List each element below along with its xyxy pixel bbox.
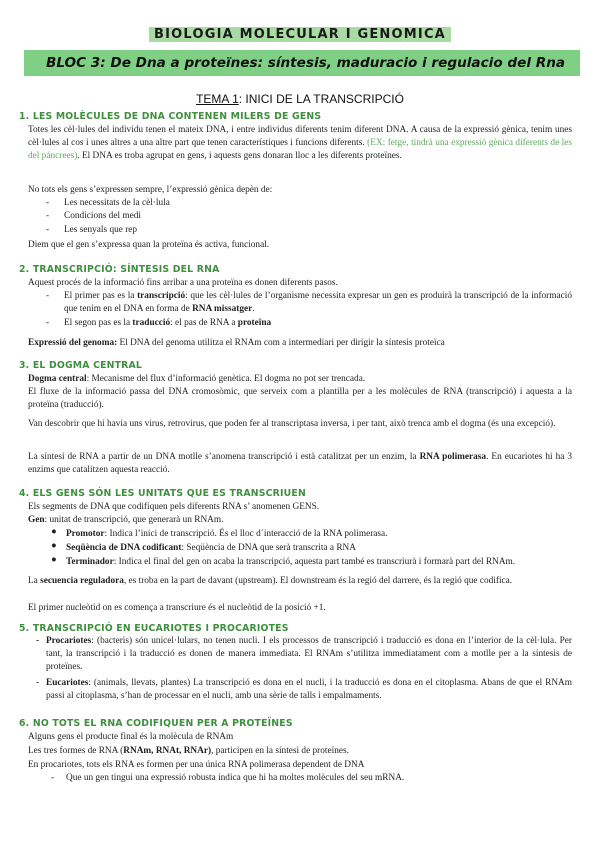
dash-bullet: - xyxy=(36,678,40,688)
tema-title: TEMA 1: INICI DE LA TRANSCRIPCIÓ xyxy=(196,92,404,106)
dash-bullet: - xyxy=(36,636,40,646)
section-3-paragraph-3: Van descobrir que hi havia uns virus, retrovirus, que poden fer al transcriptasa inversa, i per tant, això trenca amb el dogma (és una excepció). xyxy=(28,419,556,429)
section-2-bullet-2: El segon pas es la traducció: el pas de RNA a proteïna xyxy=(64,318,272,328)
section-6-paragraph-3: En procariotes, tots els RNA es formen per una única RNA polimerasa dependent de DNA xyxy=(28,760,365,770)
gene-part-terminador: Terminador: Indica el final del gen on acaba la transcripció, aquesta part també es transcriurà i formarà part del RNAm. xyxy=(66,557,516,567)
section-3-heading: 3. EL DOGMA CENTRAL xyxy=(19,360,143,371)
document-title: BIOLOGIA MOLECULAR I GENOMICA xyxy=(0,27,600,42)
dot-bullet: ● xyxy=(51,555,57,565)
gene-part-promotor: Promotor: Indica l’inici de transcripció. És el lloc d´interacció de la RNA polimerasa. xyxy=(66,529,388,539)
section-2-bullet-1: El primer pas es la transcripció: que les cèl·lules de l’organisme necessita expresar un gen es produirà la transcripció de la informació que tenim en el DNA en forma de RNA missatger. xyxy=(64,291,572,315)
section-6-bullet-1: Que un gen tingui una expressió robusta indica que hi ha moltes molècules del seu mRNA. xyxy=(66,773,405,783)
list-item: Les senyals que rep xyxy=(64,225,138,235)
section-4-paragraph-3: La secuencia reguladora, es troba en la part de davant (upstream). El downstream és la regió del darrere, és la regió que codifica. xyxy=(28,576,513,586)
list-item: Les necessitats de la cèl·lula xyxy=(64,198,170,208)
section-4-paragraph-2: Gen: unitat de transcripció, que generarà un RNAm. xyxy=(28,515,224,525)
section-4-paragraph-1: Els segments de DNA que codifiquen pels diferents RNA s’ anomenen GENS. xyxy=(28,502,320,512)
section-5-procariotes: Procariotes: (bacteris) són unicel·lulars, no tenen nucli. I els processos de transcripció i traducció es dona en l’interior de la cèl·lula. Per tant, la transcripció i la traducció es donen de manera immediata. El RNAm s’utilitza immediatament com a motlle per a la síntesis de proteïnes. xyxy=(46,636,572,673)
section-4-paragraph-4: El primer nucleòtid on es comença a transcriure és el nucleòtid de la posició +1. xyxy=(28,603,326,613)
section-3-paragraph-4: La síntesi de RNA a partir de un DNA motlle s’anomena transcripció i està catalitzat per un enzim, la RNA polimerasa. En eucariotes hi ha 3 enzims que catalitzen aquesta reacció. xyxy=(28,452,572,476)
section-3-paragraph-2: El fluxe de la informació passa del DNA cromosòmic, que serveix com a plantilla per a les molècules de RNA (transcripció) i aquesta a la proteïna (traducció). xyxy=(28,387,572,411)
section-1-paragraph-2: No tots els gens s’expressen sempre, l’expressió gènica depèn de: xyxy=(28,185,273,195)
dash-bullet: - xyxy=(46,225,50,235)
section-2-paragraph-2: Expressió del genoma: El DNA del genoma utilitza el RNAm com a intermediari per dirigir la síntesis proteïca xyxy=(28,338,445,348)
dash-bullet: - xyxy=(46,318,50,328)
section-3-paragraph-1: Dogma central: Mecanisme del flux d’informació genètica. El dogma no pot ser trencada. xyxy=(28,374,366,384)
section-2-heading: 2. TRANSCRIPCIÓ: SÍNTESIS DEL RNA xyxy=(19,264,220,275)
list-item: Condicions del medi xyxy=(64,211,141,221)
dot-bullet: ● xyxy=(51,527,57,537)
bloc-title: BLOC 3: De Dna a proteïnes: síntesis, maduracio i regulacio del Rna xyxy=(46,55,566,71)
dash-bullet: - xyxy=(46,198,50,208)
section-1-paragraph-3: Diem que el gen s’expressa quan la proteïna és activa, funcional. xyxy=(28,240,270,250)
dash-bullet: - xyxy=(46,291,50,301)
dash-bullet: - xyxy=(46,211,50,221)
section-6-paragraph-1: Alguns gens el producte final és la molècula de RNAm xyxy=(28,732,234,742)
section-2-paragraph-1: Aquest procés de la informació fins arribar a una proteïna es donen diferents pasos. xyxy=(28,278,338,288)
gene-part-codificant: Seqüència de DNA codificant: Seqüència de DNA que serà transcrita a RNA xyxy=(66,543,356,553)
section-6-heading: 6. NO TOTS EL RNA CODIFIQUEN PER A PROTEÏNES xyxy=(19,718,293,729)
dot-bullet: ● xyxy=(51,541,57,551)
section-5-eucariotes: Eucariotes: (animals, llevats, plantes) La transcripció es dona en el nucli, i la traducció es dona en el citoplasma. Abans de que el RNAm passi al citoplasma, s’han de processar en el nucli, amb una sèrie de talls i empalmaments. xyxy=(46,678,572,702)
section-6-paragraph-2: Les tres formes de RNA (RNAm, RNAt, RNAr), participen en la síntesi de proteïnes. xyxy=(28,746,349,756)
section-1-paragraph-1: Totes les cèl·lules del individu tenen el mateix DNA, i entre individus diferents tenim diferent DNA. A causa de la expressió gènica, tenim unes cèl·lules al cos i unes altres a una altre part que tenen característiques i funcions diferents. (EX: fetge, tindrà una expressió gènica diferents de les del páncrees). El DNA es troba agrupat en gens, i aquests gens donaran lloc a les diferents proteïnes. xyxy=(28,125,572,162)
section-5-heading: 5. TRANSCRIPCIÓ EN EUCARIOTES I PROCARIOTES xyxy=(19,623,289,634)
section-4-heading: 4. ELS GENS SÓN LES UNITATS QUE ES TRANSCRIUEN xyxy=(19,488,306,499)
dash-bullet: - xyxy=(51,773,55,783)
section-1-heading: 1. LES MOLÈCULES DE DNA CONTENEN MILERS DE GENS xyxy=(19,111,322,122)
